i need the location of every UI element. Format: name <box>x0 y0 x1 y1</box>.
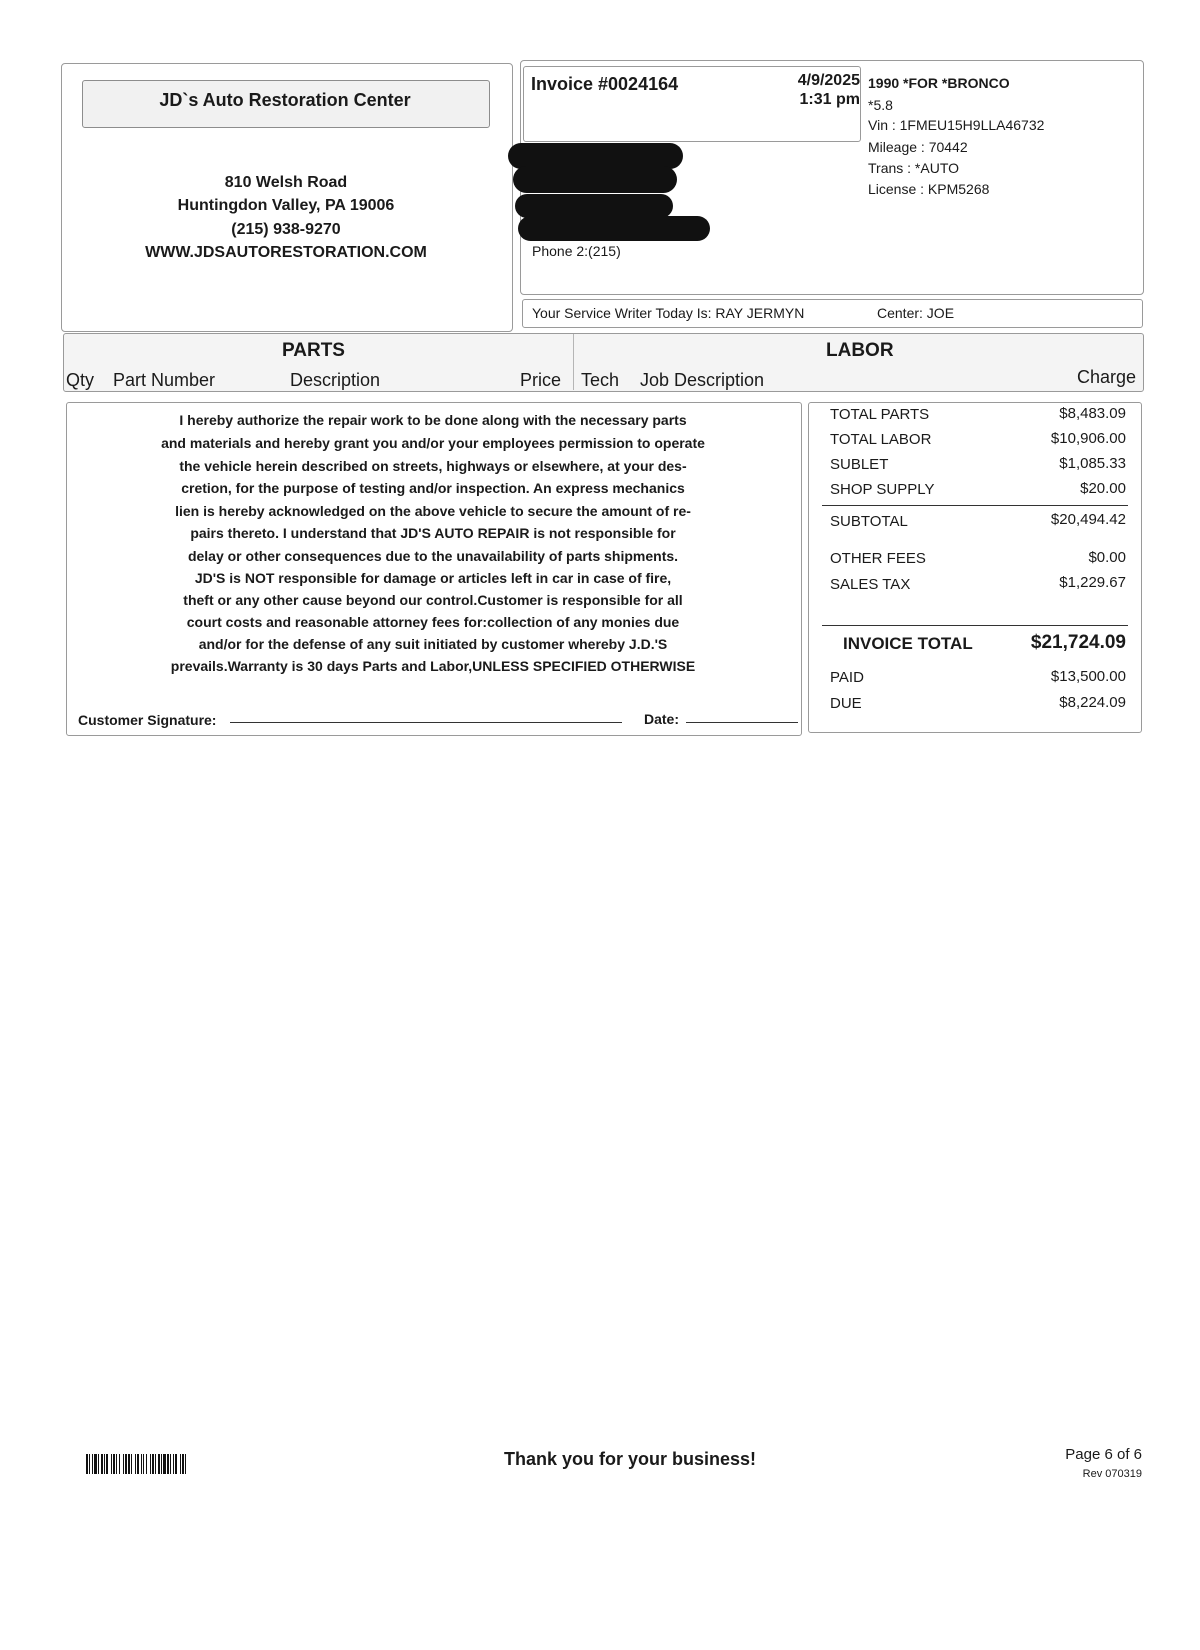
header-divider <box>573 334 574 390</box>
barcode-bar <box>141 1454 142 1474</box>
vehicle-engine: *5.8 <box>868 97 893 113</box>
vehicle-transmission: Trans : *AUTO <box>868 160 960 176</box>
subtotal-label: SUBTOTAL <box>830 513 908 530</box>
barcode-bar <box>155 1454 156 1474</box>
column-part-number: Part Number <box>113 370 216 390</box>
shop-name: JD`s Auto Restoration Center <box>159 90 411 110</box>
barcode-bar <box>167 1454 169 1474</box>
vehicle-vin: Vin : 1FMEU15H9LLA46732 <box>868 117 1045 133</box>
total-parts-value: $8,483.09 <box>1059 405 1126 422</box>
barcode-bar <box>111 1454 112 1474</box>
barcode-bar <box>98 1454 99 1474</box>
barcode-bar <box>123 1454 124 1474</box>
page-number: Page 6 of 6 <box>1065 1446 1142 1463</box>
invoice-time: 1:31 pm <box>799 91 860 108</box>
total-parts-label: TOTAL PARTS <box>830 406 930 423</box>
revision-code: Rev 070319 <box>1082 1468 1142 1480</box>
barcode-bar <box>101 1454 103 1474</box>
barcode-bar <box>173 1454 174 1474</box>
customer-signature-label: Customer Signature: <box>78 712 217 728</box>
shop-address-line1: 810 Welsh Road <box>224 174 348 191</box>
invoice-total-label: INVOICE TOTAL <box>843 634 973 653</box>
barcode-bar <box>185 1454 186 1474</box>
redaction-bar <box>513 166 677 193</box>
total-labor-value: $10,906.00 <box>1050 430 1126 447</box>
barcode-bar <box>92 1454 93 1474</box>
barcode-bar <box>150 1454 151 1474</box>
barcode-bar <box>131 1454 132 1474</box>
shop-website: WWW.JDSAUTORESTORATION.COM <box>145 244 427 261</box>
column-description: Description <box>290 370 381 390</box>
shop-supply-value: $20.00 <box>1080 480 1126 497</box>
barcode-bar <box>104 1454 105 1474</box>
barcode-bar <box>170 1454 171 1474</box>
sales-tax-value: $1,229.67 <box>1059 574 1126 591</box>
barcode-bar <box>152 1454 154 1474</box>
paid-value: $13,500.00 <box>1050 668 1126 685</box>
subtotal-rule <box>822 505 1128 506</box>
paid-label: PAID <box>830 669 864 686</box>
terms-line: I hereby authorize the repair work to be done along with the necessary parts <box>179 412 687 428</box>
signature-date-field[interactable] <box>686 722 798 723</box>
terms-line: theft or any other cause beyond our control.Customer is responsible for all <box>183 592 683 608</box>
labor-title: LABOR <box>826 340 894 361</box>
column-job-description: Job Description <box>640 370 765 390</box>
invoice-total-value: $21,724.09 <box>1030 632 1126 653</box>
barcode-bar <box>86 1454 88 1474</box>
terms-line: court costs and reasonable attorney fees for:collection of any monies due <box>186 614 680 630</box>
barcode-bar <box>158 1454 160 1474</box>
terms-line: and materials and hereby grant you and/or your employees permission to operate <box>161 435 705 451</box>
invoice-date: 4/9/2025 <box>797 72 860 89</box>
shop-address-line2: Huntingdon Valley, PA 19006 <box>177 197 395 214</box>
terms-line: and/or for the defense of any suit initiated by customer whereby J.D.'S <box>198 636 668 652</box>
thank-you-message: Thank you for your business! <box>503 1449 757 1469</box>
redaction-bar <box>515 194 673 218</box>
terms-line: delay or other consequences due to the unavailability of parts shipments. <box>187 548 679 564</box>
column-tech: Tech <box>581 370 620 390</box>
vehicle-model: 1990 *FOR *BRONCO <box>868 75 1010 91</box>
sales-tax-label: SALES TAX <box>830 576 911 593</box>
total-labor-label: TOTAL LABOR <box>830 431 932 448</box>
vehicle-license: License : KPM5268 <box>868 181 990 197</box>
parts-title: PARTS <box>282 340 345 361</box>
barcode-bar <box>143 1454 144 1474</box>
sublet-label: SUBLET <box>830 456 889 473</box>
signature-date-label: Date: <box>644 711 680 727</box>
terms-line: cretion, for the purpose of testing and/or inspection. An express mechanics <box>181 480 685 496</box>
column-charge: Charge <box>1076 367 1136 387</box>
barcode-bar <box>135 1454 136 1474</box>
shop-supply-label: SHOP SUPPLY <box>830 481 935 498</box>
barcode-bar <box>182 1454 184 1474</box>
subtotal-value: $20,494.42 <box>1050 511 1126 528</box>
service-center: Center: JOE <box>877 305 955 321</box>
barcode-bar <box>137 1454 139 1474</box>
terms-line: prevails.Warranty is 30 days Parts and Labor,UNLESS SPECIFIED OTHERWISE <box>170 658 696 674</box>
barcode-bar <box>128 1454 130 1474</box>
barcode-bar <box>175 1454 177 1474</box>
redaction-bar <box>518 216 710 241</box>
barcode-bar <box>180 1454 181 1474</box>
other-fees-value: $0.00 <box>1088 549 1126 566</box>
customer-phone2: Phone 2:(215) <box>532 243 621 259</box>
barcode-bar <box>89 1454 90 1474</box>
shop-phone: (215) 938-9270 <box>231 221 341 238</box>
barcode-bar <box>119 1454 120 1474</box>
barcode <box>86 1454 276 1474</box>
due-value: $8,224.09 <box>1059 694 1126 711</box>
invoice-number: Invoice #0024164 <box>531 74 679 94</box>
terms-line: pairs thereto. I understand that JD'S AUTO REPAIR is not responsible for <box>190 525 676 541</box>
terms-line: JD'S is NOT responsible for damage or articles left in car in case of fire, <box>194 570 672 586</box>
barcode-bar <box>163 1454 166 1474</box>
terms-line: the vehicle herein described on streets, highways or elsewhere, at your des- <box>179 458 687 474</box>
barcode-bar <box>161 1454 162 1474</box>
column-price: Price <box>520 370 562 390</box>
service-writer: Your Service Writer Today Is: RAY JERMYN <box>532 305 805 321</box>
barcode-bar <box>106 1454 108 1474</box>
other-fees-label: OTHER FEES <box>830 550 926 567</box>
barcode-bar <box>113 1454 115 1474</box>
barcode-bar <box>94 1454 97 1474</box>
barcode-bar <box>125 1454 127 1474</box>
sublet-value: $1,085.33 <box>1059 455 1126 472</box>
due-label: DUE <box>830 695 862 712</box>
column-qty: Qty <box>66 370 95 390</box>
barcode-bar <box>146 1454 147 1474</box>
vehicle-mileage: Mileage : 70442 <box>868 139 968 155</box>
customer-signature-field[interactable] <box>230 722 622 723</box>
barcode-bar <box>116 1454 117 1474</box>
terms-line: lien is hereby acknowledged on the above vehicle to secure the amount of re- <box>175 503 691 519</box>
authorization-terms-box <box>66 402 802 736</box>
invoice-total-rule <box>822 625 1128 626</box>
